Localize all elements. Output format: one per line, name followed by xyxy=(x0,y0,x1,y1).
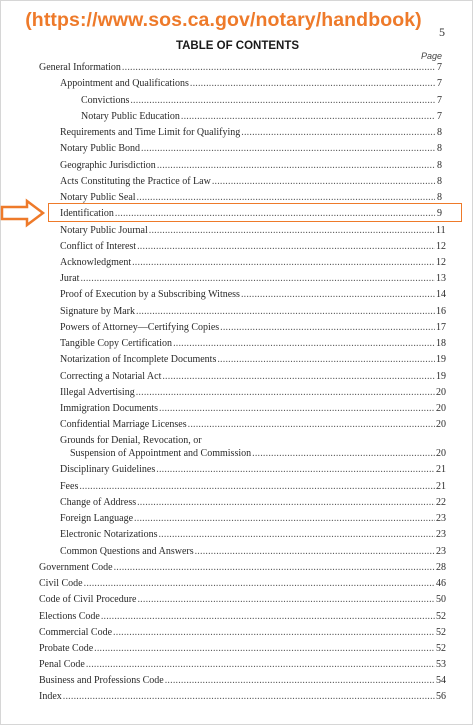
toc-entry[interactable] xyxy=(60,512,446,525)
toc-entry[interactable] xyxy=(60,321,446,334)
leader-dots xyxy=(173,337,435,350)
toc-entry-label: Appointment and Qualifications xyxy=(60,78,189,89)
toc-entry-page: 23 xyxy=(436,513,446,524)
leader-dots xyxy=(217,353,435,366)
toc-entry-label: Jurat xyxy=(60,273,80,284)
leader-dots xyxy=(220,321,435,334)
leader-dots xyxy=(63,690,435,703)
leader-dots xyxy=(252,447,435,460)
leader-dots xyxy=(190,77,435,90)
toc-entry-label-line1: Grounds for Denial, Revocation, or xyxy=(60,435,202,446)
toc-entry[interactable] xyxy=(60,142,442,155)
leader-dots xyxy=(130,94,435,107)
toc-entry-label: Illegal Advertising xyxy=(60,387,135,398)
leader-dots xyxy=(86,658,435,671)
toc-entry-label: Convictions xyxy=(81,95,130,106)
toc-entry-label: General Information xyxy=(39,62,121,73)
leader-dots xyxy=(136,305,435,318)
toc-entry[interactable] xyxy=(60,175,442,188)
toc-entry-page: 18 xyxy=(436,338,446,349)
leader-dots xyxy=(80,272,435,285)
toc-entry[interactable] xyxy=(60,353,446,366)
toc-entry-label: Index xyxy=(39,691,62,702)
toc-entry-page: 52 xyxy=(436,643,446,654)
toc-entry-page: 20 xyxy=(436,419,446,430)
leader-dots xyxy=(79,480,435,493)
toc-entry-label: Geographic Jurisdiction xyxy=(60,160,156,171)
toc-entry[interactable] xyxy=(60,305,446,318)
leader-dots xyxy=(113,626,435,639)
toc-entry-label: Penal Code xyxy=(39,659,85,670)
toc-entry[interactable] xyxy=(39,610,446,623)
toc-entry-page: 19 xyxy=(436,354,446,365)
toc-entry-label: Acknowledgment xyxy=(60,257,132,268)
toc-entry-label: Notary Public Bond xyxy=(60,143,140,154)
leader-dots xyxy=(159,402,435,415)
toc-entry-label: Probate Code xyxy=(39,643,94,654)
toc-entry-page: 14 xyxy=(436,289,446,300)
toc-entry[interactable] xyxy=(60,496,446,509)
leader-dots xyxy=(195,545,435,558)
toc-entry[interactable] xyxy=(60,77,442,90)
toc-entry-page: 50 xyxy=(436,594,446,605)
toc-entry-page: 20 xyxy=(436,448,446,459)
toc-entry-page: 12 xyxy=(436,241,446,252)
toc-entry[interactable] xyxy=(60,240,446,253)
leader-dots xyxy=(157,159,435,172)
leader-dots xyxy=(156,463,435,476)
toc-entry-page: 53 xyxy=(436,659,446,670)
toc-entry[interactable] xyxy=(60,480,446,493)
toc-entry[interactable] xyxy=(39,642,446,655)
toc-entry[interactable] xyxy=(39,577,446,590)
toc-entry-label xyxy=(60,434,251,460)
toc-entry-label: Fees xyxy=(60,481,79,492)
toc-entry-label: Commercial Code xyxy=(39,627,113,638)
toc-entry-page: 8 xyxy=(437,127,442,138)
toc-entry[interactable] xyxy=(60,288,446,301)
toc-entry[interactable] xyxy=(60,434,446,460)
leader-dots xyxy=(114,561,435,574)
toc-entry-label: Signature by Mark xyxy=(60,306,135,317)
leader-dots xyxy=(137,593,435,606)
toc-entry-label: Conflict of Interest xyxy=(60,241,137,252)
toc-entry[interactable] xyxy=(60,256,446,269)
leader-dots xyxy=(241,288,435,301)
toc-entry-page: 12 xyxy=(436,257,446,268)
arrow-right-icon xyxy=(0,198,46,228)
toc-entry-page: 8 xyxy=(437,192,442,203)
toc-entry-label: Notarization of Incomplete Documents xyxy=(60,354,217,365)
leader-dots xyxy=(101,610,435,623)
toc-entry-label: Notary Public Journal xyxy=(60,225,148,236)
leader-dots xyxy=(84,577,435,590)
toc-entry-page: 21 xyxy=(436,464,446,475)
toc-entry-page: 20 xyxy=(436,387,446,398)
toc-entry-label: Identification xyxy=(60,208,114,219)
toc-entry-label: Requirements and Time Limit for Qualifying xyxy=(60,127,241,138)
toc-entry[interactable] xyxy=(39,658,446,671)
toc-entry[interactable] xyxy=(39,690,446,703)
leader-dots xyxy=(137,240,435,253)
toc-entry[interactable] xyxy=(60,370,446,383)
toc-entry-page: 54 xyxy=(436,675,446,686)
toc-entry[interactable] xyxy=(60,126,442,139)
toc-entry[interactable] xyxy=(81,110,442,123)
toc-entry-page: 11 xyxy=(436,225,446,236)
toc-entry-page: 46 xyxy=(436,578,446,589)
toc-entry-label: Correcting a Notarial Act xyxy=(60,371,162,382)
toc-entry-label: Civil Code xyxy=(39,578,83,589)
leader-dots xyxy=(162,370,435,383)
toc-entry-label: Notary Public Seal xyxy=(60,192,136,203)
toc-entry-page: 8 xyxy=(437,176,442,187)
toc-entry-label: Tangible Copy Certification xyxy=(60,338,173,349)
toc-entry[interactable] xyxy=(60,159,442,172)
toc-entry-page: 7 xyxy=(437,111,442,122)
toc-entry[interactable] xyxy=(60,528,446,541)
toc-entry-label: Proof of Execution by a Subscribing Witness xyxy=(60,289,240,300)
toc-entry-label: Elections Code xyxy=(39,611,100,622)
toc-entry[interactable] xyxy=(39,61,442,74)
toc-entry[interactable] xyxy=(39,593,446,606)
toc-entry-page: 16 xyxy=(436,306,446,317)
toc-entry-page: 52 xyxy=(436,611,446,622)
toc-title: TABLE OF CONTENTS xyxy=(175,40,300,52)
leader-dots xyxy=(137,496,435,509)
leader-dots xyxy=(212,175,435,188)
toc-entry-label: Common Questions and Answers xyxy=(60,546,194,557)
page-number: 5 xyxy=(439,25,445,39)
toc-entry-label-line2: Suspension of Appointment and Commission xyxy=(70,448,252,459)
toc-entry[interactable] xyxy=(60,402,446,415)
toc-entry[interactable] xyxy=(39,561,446,574)
toc-entry-page: 13 xyxy=(436,273,446,284)
toc-entry-page: 7 xyxy=(437,62,442,73)
toc-entry-page: 19 xyxy=(436,371,446,382)
leader-dots xyxy=(241,126,435,139)
page-column-label: Page xyxy=(420,51,442,61)
toc-entry[interactable] xyxy=(60,463,446,476)
toc-entry[interactable] xyxy=(60,337,446,350)
toc-entry-page: 8 xyxy=(437,160,442,171)
toc-entry-label: Confidential Marriage Licenses xyxy=(60,419,187,430)
toc-entry-page: 7 xyxy=(437,78,442,89)
handbook-url: (https://www.sos.ca.gov/notary/handbook) xyxy=(25,9,422,31)
leader-dots xyxy=(122,61,435,74)
toc-entry-page: 22 xyxy=(436,497,446,508)
leader-dots xyxy=(165,674,435,687)
toc-entry-label: Foreign Language xyxy=(60,513,134,524)
toc-entry-page: 56 xyxy=(436,691,446,702)
toc-entry[interactable] xyxy=(39,626,446,639)
toc-entry-page: 8 xyxy=(437,143,442,154)
toc-entry-label: Government Code xyxy=(39,562,113,573)
toc-entry[interactable] xyxy=(60,418,446,431)
toc-entry-label: Electronic Notarizations xyxy=(60,529,158,540)
toc-entry-page: 9 xyxy=(437,208,442,219)
toc-entry[interactable] xyxy=(81,94,442,107)
toc-entry[interactable] xyxy=(39,674,446,687)
toc-entry-label: Acts Constituting the Practice of Law xyxy=(60,176,211,187)
toc-entry[interactable] xyxy=(60,224,446,237)
leader-dots xyxy=(158,528,435,541)
toc-entry-page: 23 xyxy=(436,546,446,557)
toc-entry-label: Change of Address xyxy=(60,497,137,508)
toc-entry-page: 52 xyxy=(436,627,446,638)
toc-entry-label: Powers of Attorney—Certifying Copies xyxy=(60,322,220,333)
leader-dots xyxy=(188,418,435,431)
toc-entry-label: Code of Civil Procedure xyxy=(39,594,137,605)
toc-entry-label: Disciplinary Guidelines xyxy=(60,464,156,475)
toc-entry[interactable] xyxy=(60,272,446,285)
leader-dots xyxy=(132,256,435,269)
leader-dots xyxy=(141,142,435,155)
leader-dots xyxy=(181,110,435,123)
toc-entry-page: 23 xyxy=(436,529,446,540)
toc-entry-page: 28 xyxy=(436,562,446,573)
toc-entry-page: 21 xyxy=(436,481,446,492)
toc-entry-label: Immigration Documents xyxy=(60,403,159,414)
leader-dots xyxy=(134,512,435,525)
toc-entry-page: 17 xyxy=(436,322,446,333)
toc-entry-label: Notary Public Education xyxy=(81,111,180,122)
leader-dots xyxy=(149,224,435,237)
leader-dots xyxy=(94,642,435,655)
toc-entry[interactable] xyxy=(60,386,446,399)
toc-entry[interactable] xyxy=(60,545,446,558)
highlight-box xyxy=(48,203,462,222)
toc-entry-page: 20 xyxy=(436,403,446,414)
leader-dots xyxy=(136,386,435,399)
toc-entry-page: 7 xyxy=(437,95,442,106)
toc-entry-label: Business and Professions Code xyxy=(39,675,164,686)
